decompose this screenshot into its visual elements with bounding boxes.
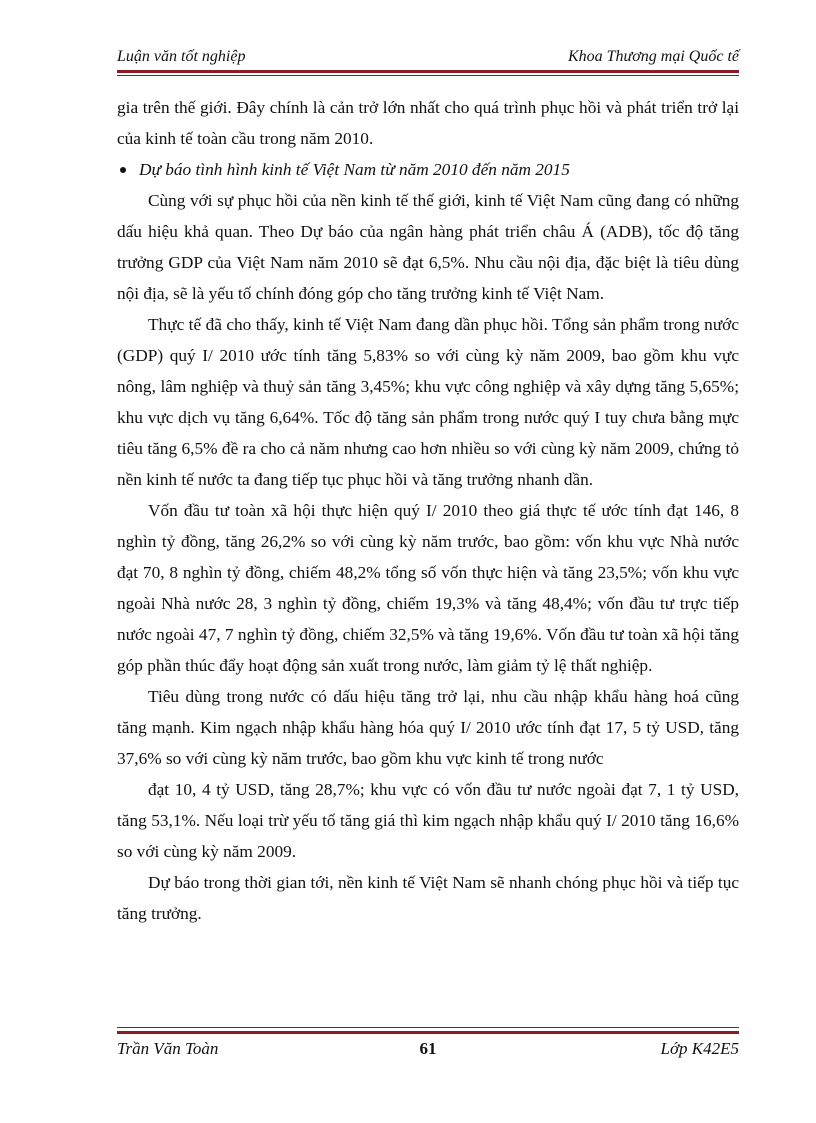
bullet-item (117, 154, 739, 185)
footer-rule-thick (117, 1031, 739, 1034)
bullet-icon (120, 167, 126, 173)
footer-author: Trần Văn Toàn (117, 1039, 219, 1058)
page-content (117, 92, 739, 929)
paragraph-continuation: gia trên thế giới. Đây chính là cản trở lớn nhất cho quá trình phục hồi và phát triển trở lại của kinh tế toàn cầu trong năm 2010. (117, 98, 739, 148)
page-header (117, 48, 739, 70)
footer-rule-thin (117, 1027, 739, 1028)
paragraph-consumption-cont: đạt 10, 4 tỷ USD, tăng 28,7%; khu vực có vốn đầu tư nước ngoài đạt 7, 1 tỷ USD, tăng 53,1%. Nếu loại trừ yếu tố tăng giá thì kim ngạch nhập khẩu quý I/ 2010 tăng 16,6% so với cùng kỳ năm 2009. (117, 780, 739, 861)
footer-class: Lớp K42E5 (660, 1039, 739, 1058)
page-number: 61 (419, 1039, 437, 1058)
paragraph-forecast: Dự báo trong thời gian tới, nền kinh tế Việt Nam sẽ nhanh chóng phục hồi và tiếp tục tăng trưởng. (117, 873, 739, 923)
paragraph-investment: Vốn đầu tư toàn xã hội thực hiện quý I/ 2010 theo giá thực tế ước tính đạt 146, 8 nghìn tỷ đồng, tăng 26,2% so với cùng kỳ năm trước, bao gồm: vốn khu vực Nhà nước đạt 70, 8 nghìn tỷ đồng, chiếm 48,2% tổng số vốn thực hiện và tăng 23,5%; vốn khu vực ngoài Nhà nước 28, 3 nghìn tỷ đồng, chiếm 19,3% và tăng 48,4%; vốn đầu tư trực tiếp nước ngoài 47, 7 nghìn tỷ đồng, chiếm 32,5% và tăng 19,6%. Vốn đầu tư toàn xã hội tăng góp phần thúc đẩy hoạt động sản xuất trong nước, làm giảm tỷ lệ thất nghiệp. (117, 501, 739, 675)
header-faculty-label: Khoa Thương mại Quốc tế (567, 48, 739, 65)
header-rule-thick (117, 70, 739, 73)
header-thesis-label: Luận văn tốt nghiệp (117, 48, 246, 65)
header-rule-thin (117, 75, 739, 76)
paragraph-outlook: Cùng với sự phục hồi của nền kinh tế thế giới, kinh tế Việt Nam cũng đang có những dấu hiệu khả quan. Theo Dự báo của ngân hàng phát triển châu Á (ADB), tốc độ tăng trưởng GDP của Việt Nam năm 2010 sẽ đạt 6,5%. Nhu cầu nội địa, đặc biệt là tiêu dùng nội địa, sẽ là yếu tố chính đóng góp cho tăng trưởng kinh tế Việt Nam. (117, 191, 739, 303)
paragraph-consumption: Tiêu dùng trong nước có dấu hiệu tăng trở lại, nhu cầu nhập khẩu hàng hoá cũng tăng mạnh. Kim ngạch nhập khẩu hàng hóa quý I/ 2010 ước tính đạt 17, 5 tỷ USD, tăng 37,6% so với cùng kỳ năm trước, bao gồm khu vực kinh tế trong nước (117, 687, 739, 768)
page-footer (117, 1039, 739, 1061)
bullet-heading: Dự báo tình hình kinh tế Việt Nam từ năm 2010 đến năm 2015 (139, 160, 570, 179)
paragraph-gdp: Thực tế đã cho thấy, kinh tế Việt Nam đang dần phục hồi. Tổng sản phẩm trong nước (GDP) quý I/ 2010 ước tính tăng 5,83% so với cùng kỳ năm 2009, bao gồm khu vực nông, lâm nghiệp và thuỷ sản tăng 3,45%; khu vực công nghiệp và xây dựng tăng 5,65%; khu vực dịch vụ tăng 6,64%. Tốc độ tăng sản phẩm trong nước quý I tuy chưa bằng mực tiêu tăng 6,5% đề ra cho cả năm nhưng cao hơn nhiều so với cùng kỳ năm 2009, chứng tỏ nền kinh tế nước ta đang tiếp tục phục hồi và tăng trưởng nhanh dần. (117, 315, 739, 489)
